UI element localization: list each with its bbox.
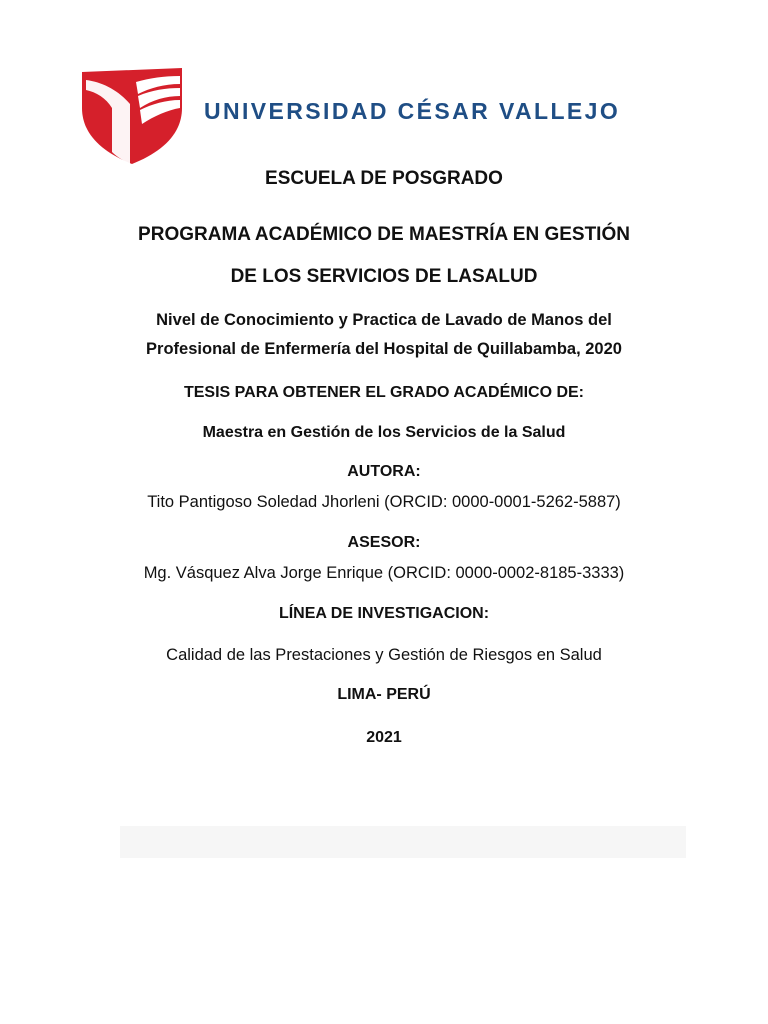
program-heading-line-1: PROGRAMA ACADÉMICO DE MAESTRÍA EN GESTIÓN <box>138 224 630 245</box>
thesis-title-line-2: Profesional de Enfermería del Hospital de Quillabamba, 2020 <box>146 340 622 358</box>
degree-name: Maestra en Gestión de los Servicios de la Salud <box>202 424 566 441</box>
thesis-statement: TESIS PARA OBTENER EL GRADO ACADÉMICO DE: <box>183 384 585 401</box>
footer-shaded-band <box>120 826 686 858</box>
author-name: Tito Pantigoso Soledad Jhorleni (ORCID: 0000-0001-5262-5887) <box>147 493 621 511</box>
university-name: UNIVERSIDAD CÉSAR VALLEJO <box>204 98 621 124</box>
advisor-name: Mg. Vásquez Alva Jorge Enrique (ORCID: 0000-0002-8185-3333) <box>143 564 625 582</box>
university-shield-icon <box>82 68 184 164</box>
research-line-heading: LÍNEA DE INVESTIGACION: <box>278 605 490 622</box>
year: 2021 <box>366 729 402 746</box>
school-heading: ESCUELA DE POSGRADO <box>265 168 503 189</box>
author-heading: AUTORA: <box>347 463 421 480</box>
program-heading-line-2: DE LOS SERVICIOS DE LASALUD <box>230 266 538 287</box>
thesis-title-line-1: Nivel de Conocimiento y Practica de Lavado de Manos del <box>156 311 612 329</box>
place: LIMA- PERÚ <box>337 686 431 703</box>
university-header <box>82 68 682 166</box>
research-line: Calidad de las Prestaciones y Gestión de Riesgos en Salud <box>166 646 602 664</box>
advisor-heading: ASESOR: <box>347 534 421 551</box>
